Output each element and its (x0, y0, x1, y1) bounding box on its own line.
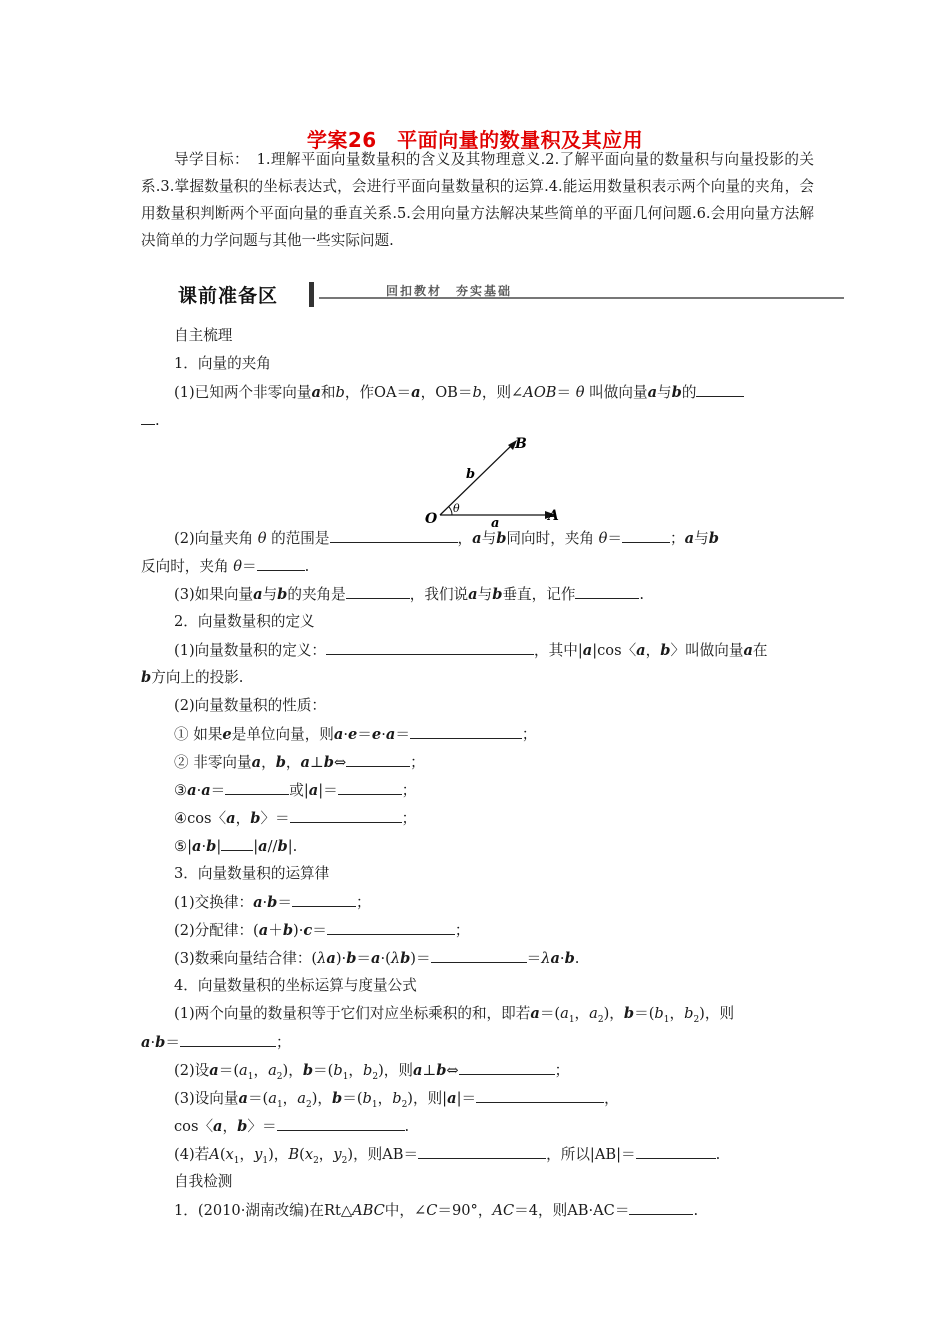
section-banner (176, 279, 846, 309)
coord-1: (1)两个向量的数量积等于它们对应坐标乘积的和，即若$a=(a_1$，$a_2$)，$b=(b_1$，$b_2$)，则 (174, 1005, 735, 1025)
property-5: ⑤|a·b| |a//b|. (174, 838, 298, 855)
property-3: ③a·a＝ 或|a|＝ ； (174, 782, 417, 799)
label-O: O (425, 511, 438, 527)
item-2-2: (2)向量数量积的性质： (174, 697, 327, 714)
heading-ziwo: 自我检测 (174, 1173, 233, 1190)
coord-4: (4)若$A(x_1$，$y_1$)，$B(x_2$，$y_2$)，则AB＝ ，所以|AB|＝ . (174, 1146, 721, 1166)
angle-figure (415, 430, 575, 530)
property-2: ② 非零向量a，b，a⊥b⇔ ； (174, 754, 425, 771)
coord-1-cont: a·b＝ ； (141, 1034, 291, 1051)
section-2-heading: 2．向量数量积的定义 (174, 613, 315, 630)
section-1-heading: 1．向量的夹角 (174, 355, 271, 372)
label-a: a (491, 516, 500, 530)
item-2-1: (1)向量数量积的定义： ，其中|a|cos〈a，b〉叫做向量a在 (174, 642, 768, 659)
coord-3-cont: cos〈a，b〉＝ . (174, 1118, 410, 1135)
label-theta: θ (453, 502, 460, 515)
property-1: ① 如果e是单位向量，则a·e＝e·a＝ ； (174, 726, 537, 743)
label-b: b (466, 467, 476, 482)
law-3: (3)数乘向量结合律：(λa)·b＝a·(λb)＝ ＝λa·b. (174, 950, 580, 967)
coord-3: (3)设向量$a=(a_1$，$a_2$)，$b=(b_1$，$b_2$)，则|a|＝ ， (174, 1090, 619, 1110)
banner-title: 课前准备区 (178, 285, 279, 307)
label-B: B (515, 436, 527, 452)
coord-2: (2)设$a=(a_1$，$a_2$)，$b=(b_1$，$b_2$)，则a⊥b⇔ ； (174, 1062, 570, 1082)
law-1: (1)交换律：a·b＝ ； (174, 894, 371, 911)
learning-goals: 导学目标： 1.理解平面向量数量积的含义及其物理意义.2.了解平面向量的数量积与向量投影的关系.3.掌握数量积的坐标表达式，会进行平面向量数量积的运算.4.能运用数量积表示两个向量的夹角，会用数量积判断两个平面向量的垂直关系.5.会用向量方法解决某些简单的平面几何问题.6.会用向量方法解决简单的力学问题与其他一些实际问题. (141, 151, 814, 249)
law-2: (2)分配律：(a＋b)·c＝ ； (174, 922, 470, 939)
section-3-heading: 3．向量数量积的运算律 (174, 865, 330, 882)
heading-zizhu: 自主梳理 (174, 327, 233, 344)
item-1-2: (2)向量夹角 θ 的范围是 ，a与b同向时，夹角 θ＝ ；a与b (174, 530, 719, 547)
section-4-heading: 4．向量数量积的坐标运算与度量公式 (174, 977, 417, 994)
label-A: A (548, 508, 559, 524)
item-1-3: (3)如果向量a与b的夹角是 ，我们说a与b垂直，记作 . (174, 586, 645, 603)
banner-subtitle: 回扣教材 夯实基础 (386, 284, 513, 298)
property-4: ④cos〈a，b〉＝ ； (174, 810, 417, 827)
exercise-1: 1．(2010·湖南改编)在Rt△ABC中，∠C＝90°，AC＝4，则AB·AC＝ . (174, 1202, 699, 1219)
item-1-1: (1)已知两个非零向量a和b，作OA＝a，OB＝b，则∠AOB＝ θ 叫做向量a与b的 (174, 382, 744, 403)
item-1-2-cont: 反向时，夹角 θ＝ . (141, 558, 310, 575)
item-2-1-cont: b方向上的投影. (141, 669, 244, 686)
item-1-1-cont: . (141, 410, 160, 431)
banner-divider (309, 282, 314, 307)
page-title: 学案26 平面向量的数量积及其应用 (306, 128, 644, 152)
